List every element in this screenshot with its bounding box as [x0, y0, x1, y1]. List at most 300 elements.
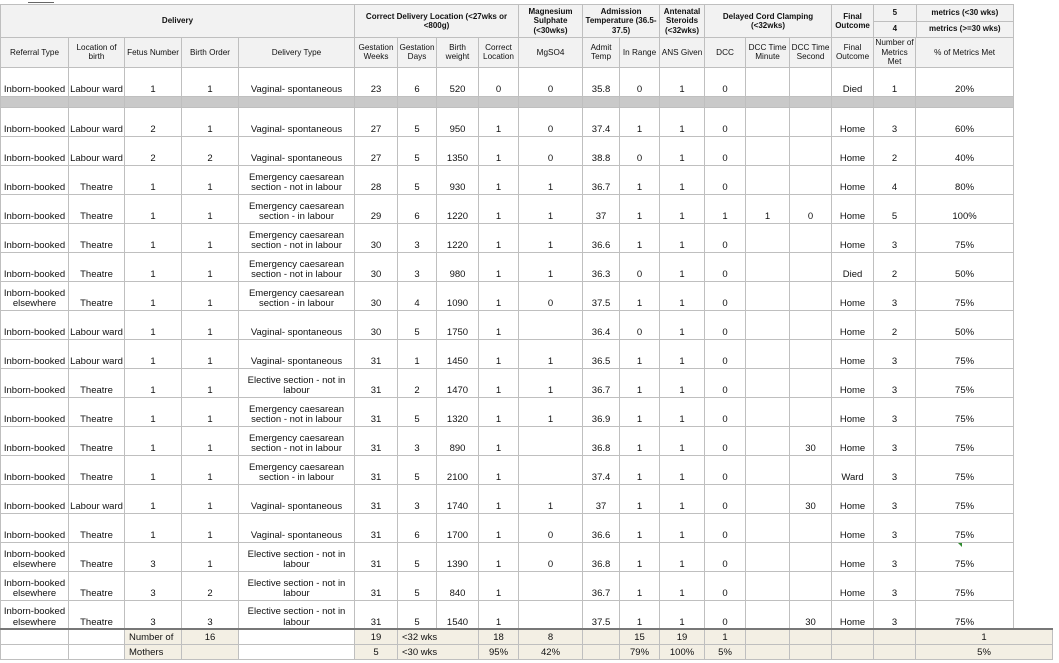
cell-dcc: 0 — [705, 484, 746, 513]
group-correct-location: Correct Delivery Location (<27wks or <800g) — [355, 5, 519, 38]
cell-fetus-number: 3 — [125, 600, 182, 629]
group-admission-temp: Admission Temperature (36.5-37.5) — [583, 5, 660, 38]
cell-delivery-type: Emergency caesarean section - not in labour — [239, 252, 355, 281]
cell-final-outcome: Home — [832, 484, 874, 513]
cell-gestation-days: 5 — [398, 165, 437, 194]
cell-metrics-met-percent: 75% — [916, 339, 1014, 368]
cell-ans-given: 1 — [660, 339, 705, 368]
summary-cell — [790, 629, 832, 644]
summary-cell — [583, 644, 620, 659]
cell-birth-weight: 1090 — [437, 281, 479, 310]
cell-delivery-type: Elective section - not in labour — [239, 542, 355, 571]
cell-mgso4: 0 — [519, 542, 583, 571]
cell-birth-weight: 2100 — [437, 455, 479, 484]
cell-dcc: 0 — [705, 67, 746, 96]
cell-ans-given: 1 — [660, 107, 705, 136]
cell-dcc-time-minute — [746, 600, 790, 629]
cell-mgso4: 1 — [519, 165, 583, 194]
cell-gestation-weeks: 23 — [355, 67, 398, 96]
cell-metrics-met-count: 3 — [874, 339, 916, 368]
cell-gestation-weeks: 29 — [355, 194, 398, 223]
footer-correct-location-count: 18 — [479, 629, 519, 644]
cell-birth-order: 3 — [182, 600, 239, 629]
cell-birth-weight: 950 — [437, 107, 479, 136]
cell-final-outcome: Home — [832, 223, 874, 252]
cell-dcc: 0 — [705, 107, 746, 136]
cell-final-outcome: Home — [832, 107, 874, 136]
cell-metrics-met-percent: 20% — [916, 67, 1014, 96]
cell-dcc-time-minute — [746, 455, 790, 484]
cell-birth-order: 1 — [182, 165, 239, 194]
footer-dcc-count: 1 — [705, 629, 746, 644]
cell-metrics-met-percent: 75% — [916, 513, 1014, 542]
cell-gestation-weeks: 27 — [355, 107, 398, 136]
separator-cell — [437, 96, 479, 107]
cell-referral-type: Inborn-booked elsewhere — [1, 600, 69, 629]
cell-dcc-time-second: 30 — [790, 426, 832, 455]
cell-birth-weight: 1700 — [437, 513, 479, 542]
cell-metrics-met-percent: 75% — [916, 455, 1014, 484]
cell-in-range: 1 — [620, 600, 660, 629]
cell-mgso4: 1 — [519, 252, 583, 281]
cell-delivery-type: Elective section - not in labour — [239, 600, 355, 629]
cell-dcc-time-second: 0 — [790, 194, 832, 223]
cell-location-of-birth: Theatre — [69, 542, 125, 571]
summary-cell — [746, 644, 790, 659]
cell-mgso4: 1 — [519, 368, 583, 397]
cell-fetus-number: 3 — [125, 542, 182, 571]
column-header-row — [1, 38, 1053, 68]
cell-fetus-number: 1 — [125, 368, 182, 397]
cell-underline-mark — [28, 0, 54, 3]
cell-metrics-met-count: 3 — [874, 484, 916, 513]
cell-gestation-days: 5 — [398, 542, 437, 571]
cell-dcc-time-second: 30 — [790, 484, 832, 513]
cell-location-of-birth: Labour ward — [69, 339, 125, 368]
table-row — [1, 455, 1053, 484]
table-row — [1, 484, 1053, 513]
cell-correct-location: 1 — [479, 107, 519, 136]
cell-in-range: 1 — [620, 194, 660, 223]
cell-referral-type: Inborn-booked — [1, 455, 69, 484]
cell-in-range: 1 — [620, 542, 660, 571]
cell-metrics-met-percent: 75% — [916, 281, 1014, 310]
cell-dcc-time-minute — [746, 310, 790, 339]
table-row — [1, 67, 1053, 96]
footer-mgso4-count: 8 — [519, 629, 583, 644]
column-header: Gestation Weeks — [355, 38, 398, 68]
cell-birth-weight: 1390 — [437, 542, 479, 571]
cell-location-of-birth: Theatre — [69, 426, 125, 455]
cell-birth-weight: 890 — [437, 426, 479, 455]
cell-metrics-met-count: 3 — [874, 397, 916, 426]
cell-birth-weight: 520 — [437, 67, 479, 96]
cell-admit-temp: 36.3 — [583, 252, 620, 281]
cell-dcc-time-minute: 1 — [746, 194, 790, 223]
column-header: DCC — [705, 38, 746, 68]
cell-admit-temp: 37.4 — [583, 455, 620, 484]
column-header: Gestation Days — [398, 38, 437, 68]
cell-correct-location: 1 — [479, 426, 519, 455]
cell-dcc-time-minute — [746, 67, 790, 96]
cell-delivery-type: Elective section - not in labour — [239, 571, 355, 600]
cell-metrics-met-count: 2 — [874, 252, 916, 281]
cell-referral-type: Inborn-booked — [1, 368, 69, 397]
cell-in-range: 0 — [620, 67, 660, 96]
cell-in-range: 1 — [620, 339, 660, 368]
cell-location-of-birth: Theatre — [69, 600, 125, 629]
separator-cell — [69, 96, 125, 107]
cell-dcc-time-second — [790, 252, 832, 281]
cell-gestation-days: 4 — [398, 281, 437, 310]
column-header: ANS Given — [660, 38, 705, 68]
cell-birth-order: 1 — [182, 310, 239, 339]
cell-location-of-birth: Labour ward — [69, 310, 125, 339]
column-header: DCC Time Second — [790, 38, 832, 68]
cell-dcc-time-minute — [746, 426, 790, 455]
table-row — [1, 339, 1053, 368]
cell-delivery-type: Emergency caesarean section - not in labour — [239, 397, 355, 426]
cell-dcc: 0 — [705, 426, 746, 455]
column-header: Delivery Type — [239, 38, 355, 68]
cell-dcc-time-minute — [746, 542, 790, 571]
cell-gestation-days: 5 — [398, 455, 437, 484]
summary-cell — [182, 644, 239, 659]
cell-correct-location: 1 — [479, 368, 519, 397]
table-row — [1, 426, 1053, 455]
cell-referral-type: Inborn-booked — [1, 484, 69, 513]
summary-cell — [832, 629, 874, 644]
separator-cell — [832, 96, 874, 107]
cell-mgso4: 0 — [519, 136, 583, 165]
cell-location-of-birth: Theatre — [69, 252, 125, 281]
column-header: Fetus Number — [125, 38, 182, 68]
cell-in-range: 1 — [620, 368, 660, 397]
cell-gestation-days: 6 — [398, 67, 437, 96]
cell-metrics-met-percent: 75% — [916, 368, 1014, 397]
column-header: Admit Temp — [583, 38, 620, 68]
cell-location-of-birth: Labour ward — [69, 67, 125, 96]
column-header: Location of birth — [69, 38, 125, 68]
cell-delivery-type: Emergency caesarean section - in labour — [239, 281, 355, 310]
cell-fetus-number: 1 — [125, 194, 182, 223]
footer-correct-location-pct: 95% — [479, 644, 519, 659]
summary-cell — [583, 629, 620, 644]
cell-final-outcome: Home — [832, 194, 874, 223]
cell-ans-given: 1 — [660, 252, 705, 281]
footer-mgso4-pct: 42% — [519, 644, 583, 659]
cell-birth-order: 1 — [182, 513, 239, 542]
cell-dcc-time-minute — [746, 223, 790, 252]
cell-admit-temp: 36.6 — [583, 513, 620, 542]
cell-correct-location: 1 — [479, 513, 519, 542]
cell-birth-weight: 1540 — [437, 600, 479, 629]
cell-referral-type: Inborn-booked — [1, 107, 69, 136]
footer-gest-count: 19 — [355, 629, 398, 644]
footer-ans-pct: 100% — [660, 644, 705, 659]
column-header: Birth Order — [182, 38, 239, 68]
column-header: Final Outcome — [832, 38, 874, 68]
summary-row — [1, 629, 1053, 644]
cell-referral-type: Inborn-booked elsewhere — [1, 281, 69, 310]
cell-gestation-weeks: 31 — [355, 368, 398, 397]
summary-cell — [69, 644, 125, 659]
footer-percent-count: 1 — [916, 629, 1053, 644]
table-row — [1, 281, 1053, 310]
cell-gestation-days: 3 — [398, 252, 437, 281]
separator-cell — [182, 96, 239, 107]
cell-location-of-birth: Theatre — [69, 194, 125, 223]
cell-dcc: 0 — [705, 339, 746, 368]
cell-gestation-days: 6 — [398, 513, 437, 542]
cell-admit-temp: 36.9 — [583, 397, 620, 426]
group-delivery: Delivery — [1, 5, 355, 38]
cell-delivery-type: Elective section - not in labour — [239, 368, 355, 397]
cell-referral-type: Inborn-booked — [1, 194, 69, 223]
cell-final-outcome: Died — [832, 67, 874, 96]
cell-dcc-time-second — [790, 67, 832, 96]
cell-correct-location: 1 — [479, 484, 519, 513]
cell-delivery-type: Emergency caesarean section - not in labour — [239, 223, 355, 252]
cell-birth-weight: 1220 — [437, 223, 479, 252]
cell-metrics-met-count: 3 — [874, 455, 916, 484]
column-header: % of Metrics Met — [916, 38, 1014, 68]
cell-correct-location: 1 — [479, 542, 519, 571]
table-row — [1, 513, 1053, 542]
cell-correct-location: 1 — [479, 223, 519, 252]
cell-gestation-weeks: 31 — [355, 397, 398, 426]
cell-birth-weight: 1470 — [437, 368, 479, 397]
separator-cell — [660, 96, 705, 107]
cell-in-range: 1 — [620, 426, 660, 455]
summary-cell — [746, 629, 790, 644]
cell-mgso4 — [519, 310, 583, 339]
group-mgso4: Magnesium Sulphate (<30wks) — [519, 5, 583, 38]
cell-final-outcome: Home — [832, 339, 874, 368]
cell-fetus-number: 1 — [125, 223, 182, 252]
cell-dcc-time-minute — [746, 571, 790, 600]
cell-correct-location: 1 — [479, 136, 519, 165]
cell-gestation-days: 1 — [398, 339, 437, 368]
cell-admit-temp: 36.7 — [583, 571, 620, 600]
cell-final-outcome: Home — [832, 368, 874, 397]
cell-birth-weight: 930 — [437, 165, 479, 194]
cell-correct-location: 1 — [479, 281, 519, 310]
cell-admit-temp: 36.6 — [583, 223, 620, 252]
cell-fetus-number: 1 — [125, 67, 182, 96]
cell-birth-order: 2 — [182, 136, 239, 165]
footer-mothers-label: Number of — [125, 629, 182, 644]
cell-gestation-days: 5 — [398, 571, 437, 600]
cell-mgso4: 1 — [519, 484, 583, 513]
cell-dcc: 0 — [705, 368, 746, 397]
cell-birth-order: 1 — [182, 194, 239, 223]
cell-metrics-met-count: 3 — [874, 426, 916, 455]
cell-location-of-birth: Theatre — [69, 571, 125, 600]
cell-metrics-met-count: 3 — [874, 542, 916, 571]
cell-final-outcome: Home — [832, 136, 874, 165]
cell-gestation-weeks: 28 — [355, 165, 398, 194]
cell-gestation-weeks: 31 — [355, 455, 398, 484]
cell-fetus-number: 1 — [125, 165, 182, 194]
cell-in-range: 1 — [620, 165, 660, 194]
cell-location-of-birth: Labour ward — [69, 107, 125, 136]
summary-cell — [239, 644, 355, 659]
cell-dcc-time-minute — [746, 165, 790, 194]
cell-delivery-type: Vaginal- spontaneous — [239, 67, 355, 96]
separator-row — [1, 96, 1053, 107]
summary-cell — [1, 644, 69, 659]
cell-fetus-number: 1 — [125, 339, 182, 368]
cell-dcc-time-second — [790, 223, 832, 252]
cell-location-of-birth: Labour ward — [69, 484, 125, 513]
cell-in-range: 1 — [620, 107, 660, 136]
cell-gestation-weeks: 30 — [355, 223, 398, 252]
cell-admit-temp: 37.4 — [583, 107, 620, 136]
cell-dcc-time-second — [790, 368, 832, 397]
cell-mgso4 — [519, 571, 583, 600]
cell-gestation-days: 5 — [398, 136, 437, 165]
cell-gestation-weeks: 31 — [355, 484, 398, 513]
cell-gestation-weeks: 30 — [355, 252, 398, 281]
cell-delivery-type: Vaginal- spontaneous — [239, 136, 355, 165]
cell-metrics-met-count: 3 — [874, 368, 916, 397]
cell-referral-type: Inborn-booked elsewhere — [1, 571, 69, 600]
cell-fetus-number: 2 — [125, 107, 182, 136]
cell-gestation-weeks: 30 — [355, 281, 398, 310]
group-final-outcome: Final Outcome — [832, 5, 874, 38]
cell-delivery-type: Vaginal- spontaneous — [239, 310, 355, 339]
cell-delivery-type: Vaginal- spontaneous — [239, 513, 355, 542]
cell-location-of-birth: Labour ward — [69, 136, 125, 165]
cell-dcc-time-minute — [746, 397, 790, 426]
separator-cell — [874, 96, 916, 107]
cell-correct-location: 1 — [479, 397, 519, 426]
group-antenatal-steroids: Antenatal Steroids (<32wks) — [660, 5, 705, 38]
cell-admit-temp: 37 — [583, 484, 620, 513]
cell-delivery-type: Vaginal- spontaneous — [239, 339, 355, 368]
cell-dcc-time-second — [790, 455, 832, 484]
cell-dcc: 0 — [705, 542, 746, 571]
cell-dcc-time-second — [790, 310, 832, 339]
cell-metrics-met-count: 4 — [874, 165, 916, 194]
footer-gest-count: 5 — [355, 644, 398, 659]
cell-correct-location: 1 — [479, 571, 519, 600]
cell-dcc: 0 — [705, 571, 746, 600]
cell-referral-type: Inborn-booked — [1, 339, 69, 368]
cell-metrics-met-percent: 75% — [916, 426, 1014, 455]
footer-gest-label: <30 wks — [398, 644, 479, 659]
cell-gestation-days: 5 — [398, 310, 437, 339]
cell-metrics-met-percent: 50% — [916, 252, 1014, 281]
cell-admit-temp: 36.5 — [583, 339, 620, 368]
cell-gestation-weeks: 31 — [355, 600, 398, 629]
separator-cell — [746, 96, 790, 107]
cell-fetus-number: 2 — [125, 136, 182, 165]
cell-ans-given: 1 — [660, 484, 705, 513]
cell-final-outcome: Home — [832, 397, 874, 426]
separator-cell — [1, 96, 69, 107]
table-row — [1, 194, 1053, 223]
cell-final-outcome: Died — [832, 252, 874, 281]
cell-gestation-days: 5 — [398, 397, 437, 426]
cell-dcc-time-minute — [746, 339, 790, 368]
separator-cell — [125, 96, 182, 107]
cell-birth-order: 1 — [182, 368, 239, 397]
cell-mgso4 — [519, 455, 583, 484]
cell-location-of-birth: Theatre — [69, 513, 125, 542]
cell-birth-order: 1 — [182, 67, 239, 96]
cell-metrics-met-count: 2 — [874, 310, 916, 339]
cell-in-range: 1 — [620, 571, 660, 600]
cell-gestation-days: 3 — [398, 426, 437, 455]
cell-final-outcome: Home — [832, 542, 874, 571]
table-row — [1, 397, 1053, 426]
table-row — [1, 310, 1053, 339]
column-header: In Range — [620, 38, 660, 68]
footer-mothers-label: Mothers — [125, 644, 182, 659]
cell-birth-weight: 1220 — [437, 194, 479, 223]
cell-birth-order: 1 — [182, 397, 239, 426]
cell-dcc-time-second — [790, 107, 832, 136]
cell-final-outcome: Home — [832, 165, 874, 194]
cell-correct-location: 1 — [479, 455, 519, 484]
separator-cell — [355, 96, 398, 107]
cell-final-outcome: Home — [832, 571, 874, 600]
cell-birth-order: 1 — [182, 484, 239, 513]
cell-dcc-time-minute — [746, 107, 790, 136]
cell-dcc-time-second — [790, 165, 832, 194]
cell-birth-order: 1 — [182, 252, 239, 281]
group-header-row — [1, 5, 1053, 38]
cell-admit-temp: 36.8 — [583, 542, 620, 571]
cell-metrics-met-percent: 75% — [916, 484, 1014, 513]
cell-dcc-time-minute — [746, 281, 790, 310]
cell-delivery-type: Emergency caesarean section - in labour — [239, 194, 355, 223]
cell-metrics-met-percent: 75% — [916, 571, 1014, 600]
footer-percent-pct: 5% — [916, 644, 1053, 659]
cell-birth-order: 1 — [182, 107, 239, 136]
cell-fetus-number: 1 — [125, 397, 182, 426]
footer-in-range-count: 15 — [620, 629, 660, 644]
summary-row — [1, 644, 1053, 659]
cell-dcc-time-second — [790, 339, 832, 368]
footer-dcc-pct: 5% — [705, 644, 746, 659]
cell-metrics-met-count: 3 — [874, 600, 916, 629]
cell-mgso4 — [519, 600, 583, 629]
cell-ans-given: 1 — [660, 281, 705, 310]
cell-metrics-met-count: 1 — [874, 67, 916, 96]
metrics-lt30-number: 5 — [874, 5, 916, 21]
cell-gestation-days: 3 — [398, 223, 437, 252]
table-row — [1, 571, 1053, 600]
table-row — [1, 136, 1053, 165]
summary-cell — [69, 629, 125, 644]
cell-correct-location: 1 — [479, 600, 519, 629]
delivery-metrics-table — [0, 4, 1053, 660]
cell-in-range: 1 — [620, 223, 660, 252]
cell-in-range: 1 — [620, 455, 660, 484]
cell-ans-given: 1 — [660, 542, 705, 571]
cell-metrics-met-percent: 75% — [916, 397, 1014, 426]
cell-fetus-number: 1 — [125, 513, 182, 542]
cell-mgso4: 0 — [519, 107, 583, 136]
cell-metrics-met-count: 3 — [874, 281, 916, 310]
cell-ans-given: 1 — [660, 368, 705, 397]
cell-dcc-time-minute — [746, 484, 790, 513]
cell-referral-type: Inborn-booked — [1, 397, 69, 426]
cell-dcc-time-second — [790, 136, 832, 165]
